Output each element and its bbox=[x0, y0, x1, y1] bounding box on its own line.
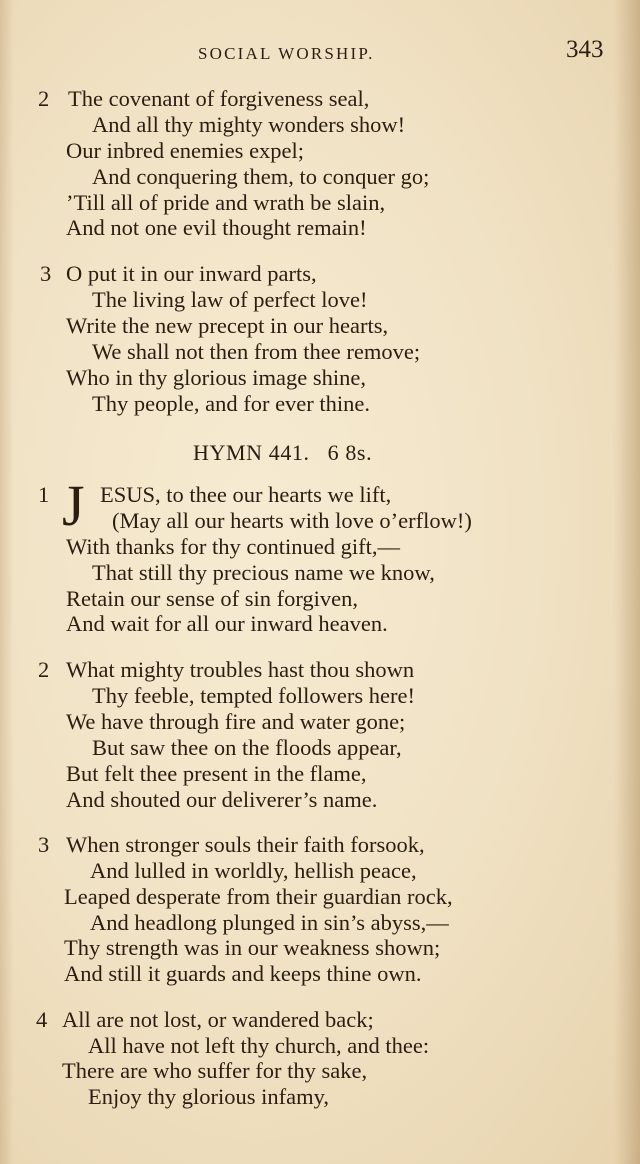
page-number: 343 bbox=[566, 36, 604, 63]
verse-line: The living law of perfect love! bbox=[92, 287, 368, 312]
verse-line: Write the new precept in our hearts, bbox=[66, 313, 389, 338]
hymn-heading bbox=[193, 440, 372, 466]
verse-line: All are not lost, or wandered back; bbox=[62, 1007, 374, 1032]
first-word: ESUS, bbox=[100, 482, 161, 507]
running-head: SOCIAL WORSHIP. bbox=[198, 44, 375, 63]
verse-line: And wait for all our inward heaven. bbox=[66, 611, 388, 636]
verse-line: When stronger souls their faith forsook, bbox=[66, 832, 425, 857]
verse-line: The covenant of forgiveness seal, bbox=[68, 86, 370, 111]
verse-line: O put it in our inward parts, bbox=[66, 261, 317, 286]
verse-line: That still thy precious name we know, bbox=[92, 560, 435, 585]
drop-cap: J bbox=[62, 473, 85, 538]
verse-number: 2 bbox=[38, 86, 50, 111]
verse-line: But felt thee present in the flame, bbox=[66, 761, 367, 786]
verse-first-line bbox=[100, 484, 391, 507]
verse-line: (May all our hearts with love o’erflow!) bbox=[112, 508, 472, 533]
verse-line: Leaped desperate from their guardian rock, bbox=[64, 884, 453, 909]
verse-line: And all thy mighty wonders show! bbox=[92, 112, 406, 137]
verse-line: Our inbred enemies expel; bbox=[66, 138, 305, 163]
hymn-meter: 6 8s. bbox=[327, 440, 373, 465]
verse-line: And still it guards and keeps thine own. bbox=[64, 961, 422, 986]
verse-line: Who in thy glorious image shine, bbox=[66, 365, 366, 390]
verse-line: Thy feeble, tempted followers here! bbox=[92, 683, 415, 708]
verse-line: Enjoy thy glorious infamy, bbox=[88, 1084, 330, 1109]
verse-line: All have not left thy church, and thee: bbox=[88, 1033, 430, 1058]
verse-line: There are who suffer for thy sake, bbox=[62, 1058, 368, 1083]
verse-line: Retain our sense of sin forgiven, bbox=[66, 586, 359, 611]
verse-line: But saw thee on the floods appear, bbox=[92, 735, 402, 760]
verse-line: And shouted our deliverer’s name. bbox=[66, 787, 378, 812]
verse-line: Thy people, and for ever thine. bbox=[92, 391, 371, 416]
verse-line: Thy strength was in our weakness shown; bbox=[64, 935, 441, 960]
verse-number: 2 bbox=[38, 657, 50, 682]
verse-line: What mighty troubles hast thou shown bbox=[66, 657, 415, 682]
verse-number: 3 bbox=[40, 261, 52, 286]
verse-line: And not one evil thought remain! bbox=[66, 215, 367, 240]
verse-number: 3 bbox=[38, 832, 50, 857]
verse-line: And lulled in worldly, hellish peace, bbox=[90, 858, 417, 883]
verse-line: With thanks for thy continued gift,— bbox=[66, 534, 401, 559]
verse-line: And conquering them, to conquer go; bbox=[92, 164, 430, 189]
verse-number: 1 bbox=[38, 482, 50, 507]
first-line-rest: to thee our hearts we lift, bbox=[160, 482, 392, 507]
verse-line: We shall not then from thee remove; bbox=[92, 339, 421, 364]
verse-line: ’Till all of pride and wrath be slain, bbox=[66, 190, 386, 215]
verse-number: 4 bbox=[36, 1007, 48, 1032]
hymn-title: HYMN 441. bbox=[193, 440, 310, 465]
verse-line: We have through fire and water gone; bbox=[66, 709, 406, 734]
verse-line: And headlong plunged in sin’s abyss,— bbox=[90, 910, 449, 935]
